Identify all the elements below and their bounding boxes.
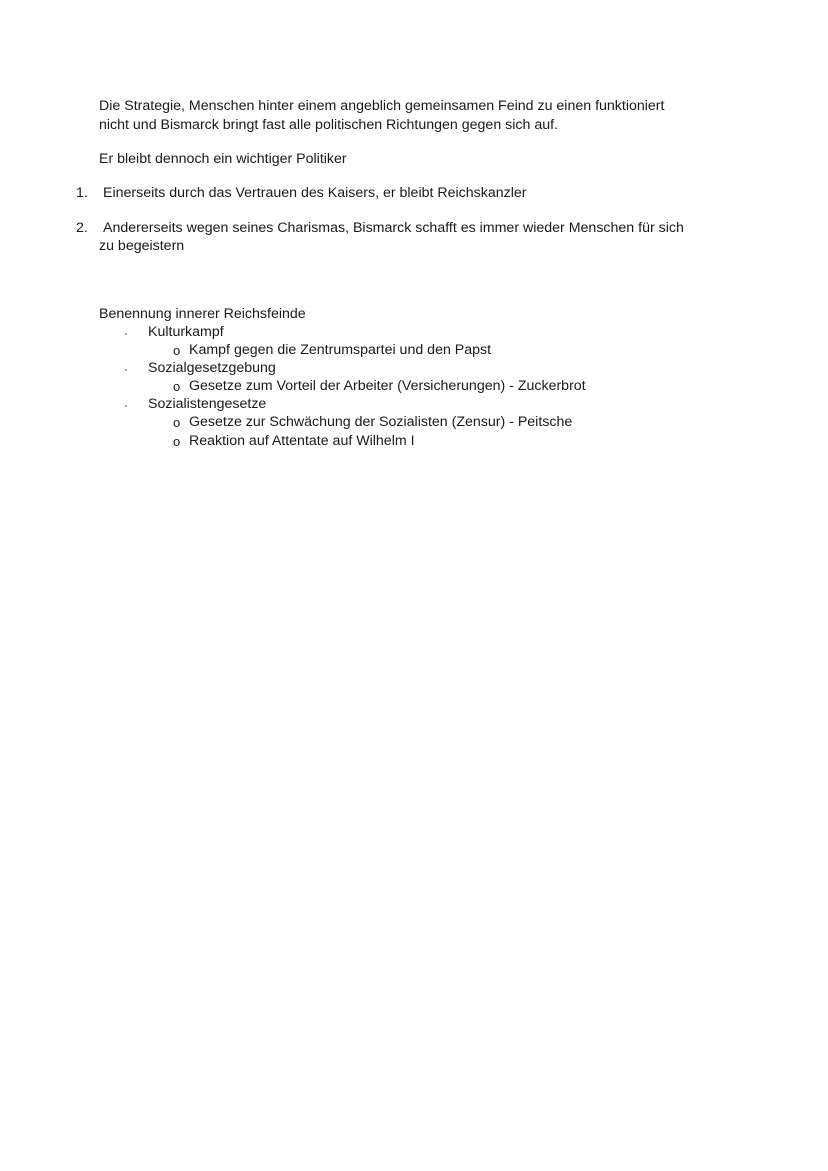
sub-item-text: Gesetze zur Schwächung der Sozialisten (Zensur) - Peitsche [189, 414, 573, 430]
sub-bullet-marker: o [173, 415, 181, 430]
sub-item-text: Reaktion auf Attentate auf Wilhelm I [189, 433, 415, 449]
sub-bullet-marker: o [173, 434, 181, 449]
bullet-item-kulturkampf: Kulturkampf [148, 324, 224, 340]
numbered-item-1-text: Einerseits durch das Vertrauen des Kaisers, er bleibt Reichskanzler [103, 185, 527, 201]
numbered-item-2-text-line-1: Andererseits wegen seines Charismas, Bismarck schafft es immer wieder Menschen für sich [103, 220, 684, 236]
statement-paragraph: Er bleibt dennoch ein wichtiger Politiker [99, 151, 347, 167]
list-number-1: 1. [76, 185, 88, 201]
intro-line-1: Die Strategie, Menschen hinter einem angeblich gemeinsamen Feind zu einen funktioniert [99, 98, 665, 114]
bullet-item-sozialistengesetze: Sozialistengesetze [148, 396, 267, 412]
sub-item-text: Gesetze zum Vorteil der Arbeiter (Versicherungen) - Zuckerbrot [189, 378, 586, 394]
sub-item-text: Kampf gegen die Zentrumspartei und den Papst [189, 342, 492, 358]
sub-bullet-marker: o [173, 379, 181, 394]
bullet-marker: · [124, 398, 128, 412]
section-heading: Benennung innerer Reichsfeinde [99, 306, 306, 322]
bullet-marker: · [124, 362, 128, 376]
sub-bullet-marker: o [173, 343, 181, 358]
intro-line-2: nicht und Bismarck bringt fast alle politischen Richtungen gegen sich auf. [99, 117, 558, 133]
bullet-marker: · [124, 326, 128, 340]
list-number-2: 2. [76, 220, 88, 236]
bullet-item-sozialgesetzgebung: Sozialgesetzgebung [148, 360, 276, 376]
numbered-item-2-text-line-2: zu begeistern [99, 238, 185, 254]
